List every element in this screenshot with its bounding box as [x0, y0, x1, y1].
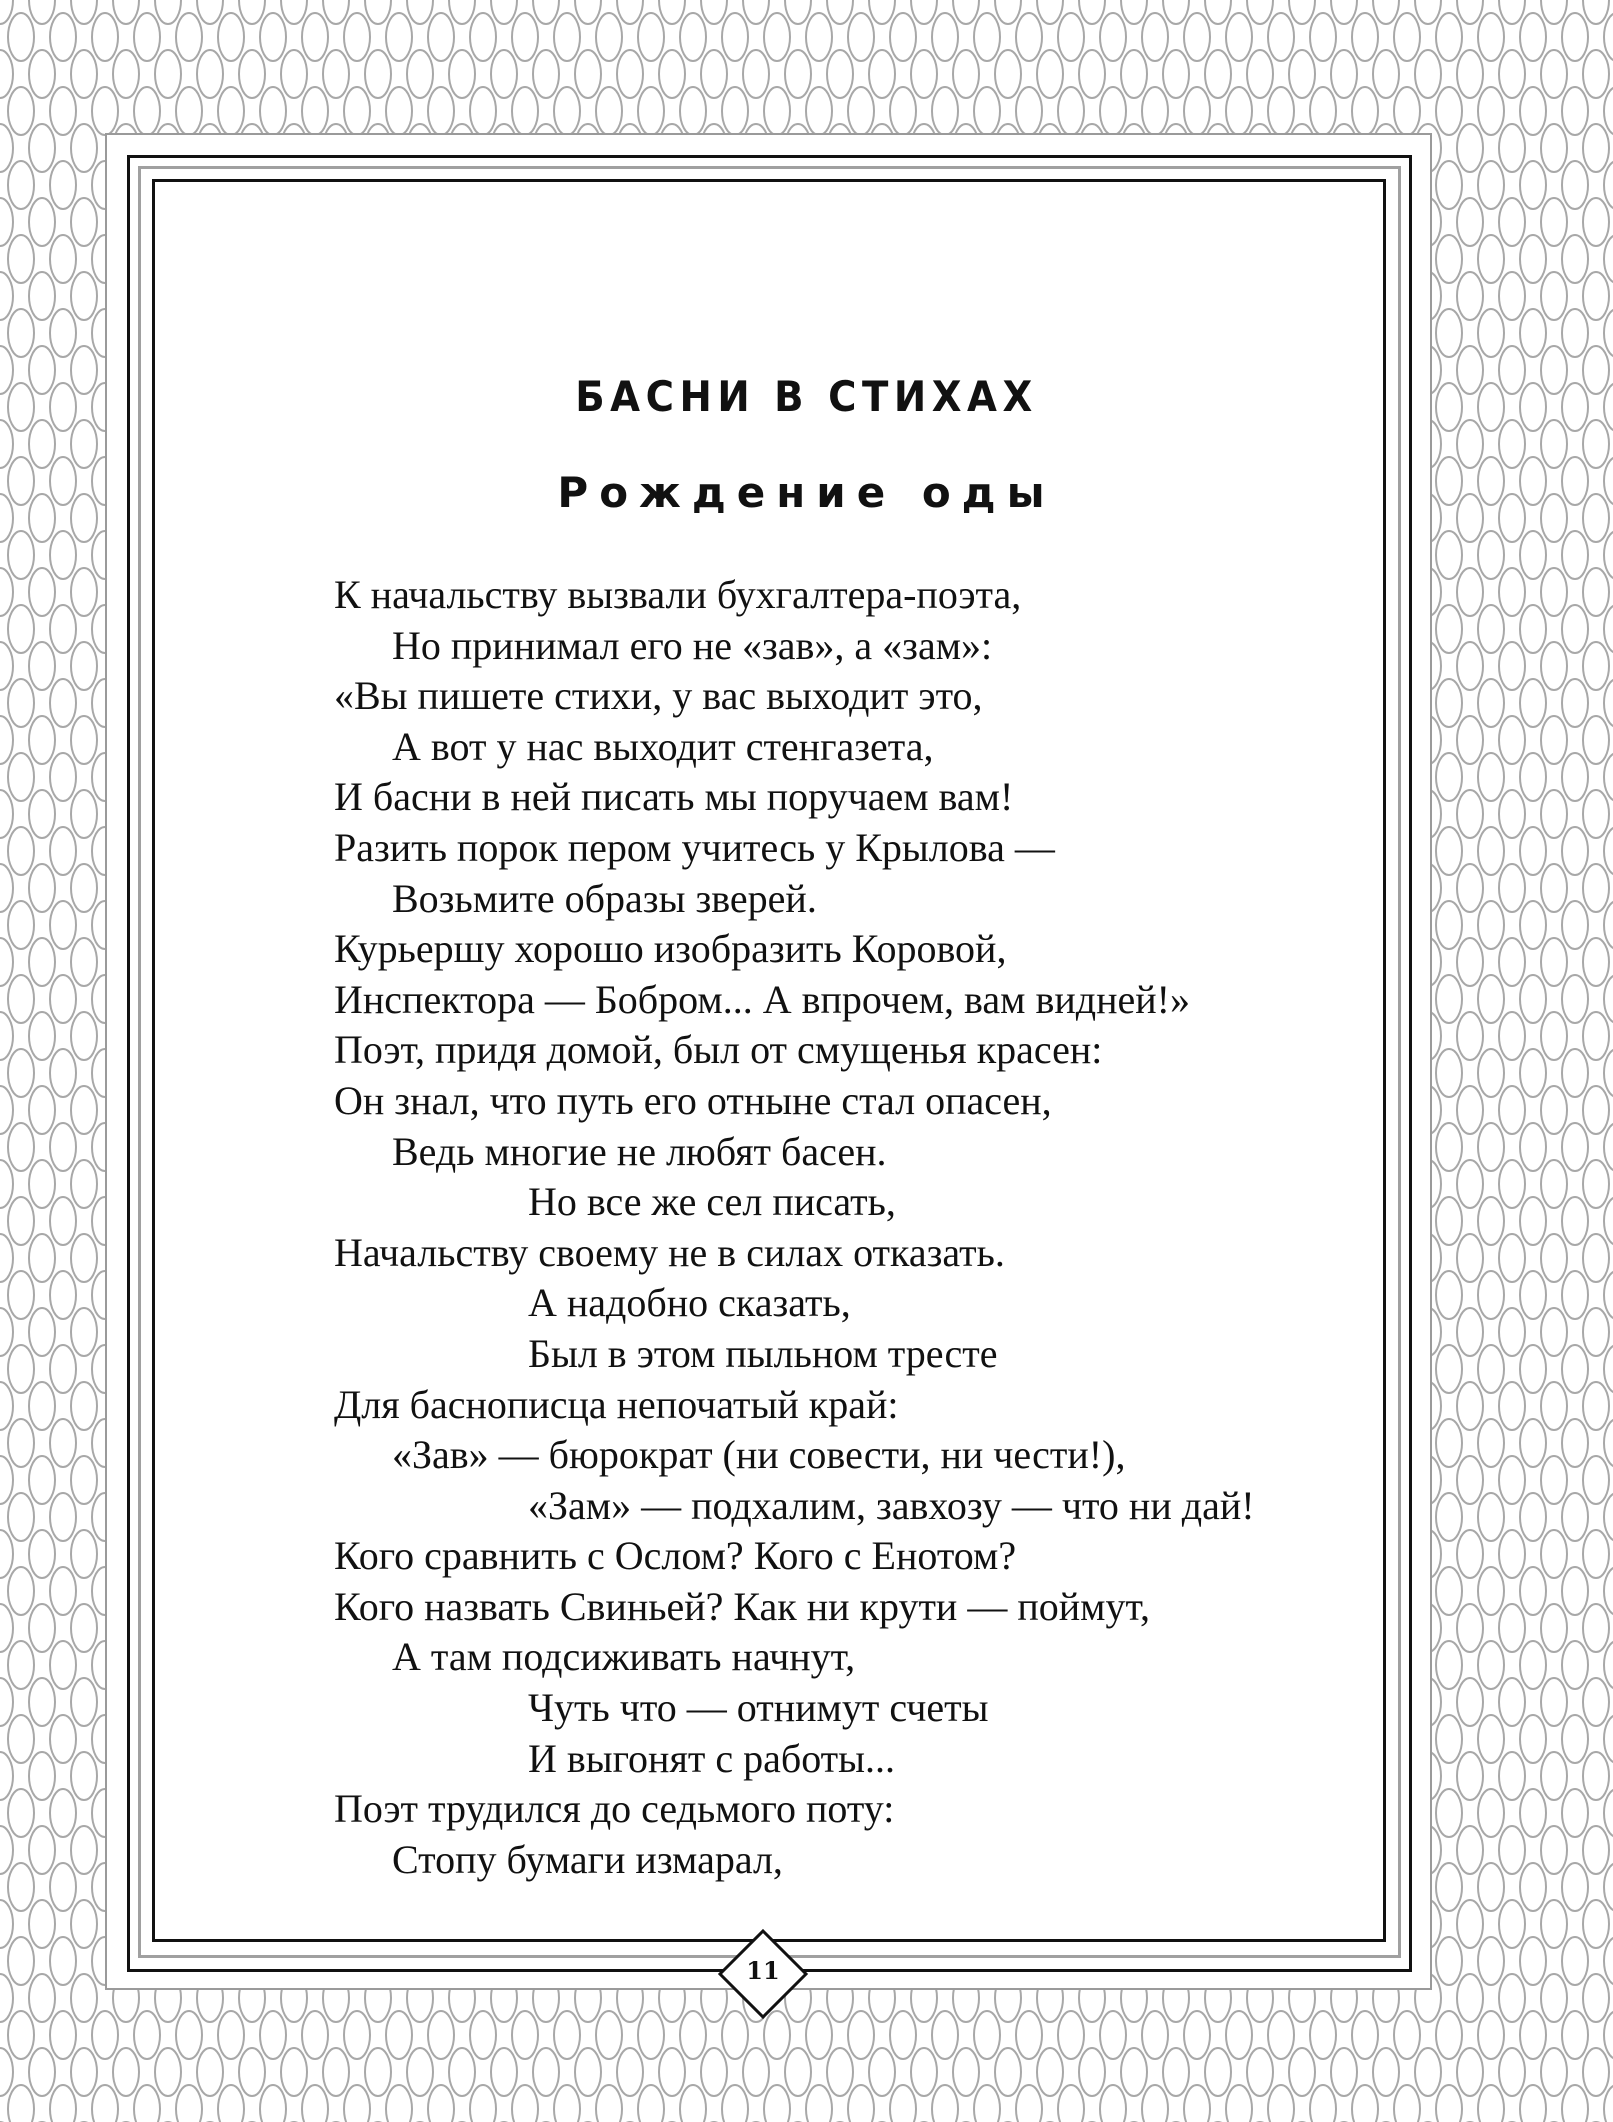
poem-line: А там подсиживать начнут,	[392, 1634, 856, 1680]
poem-line: Но все же сел писать,	[528, 1179, 896, 1225]
poem-line: Разить порок пером учитесь у Крылова —	[334, 824, 1055, 870]
poem-line: «Зам» — подхалим, завхозу — что ни дай!	[528, 1482, 1255, 1528]
poem-line: И выгонят с работы...	[528, 1735, 896, 1781]
poem-line: Кого назвать Свиньей? Как ни крути — поймут,	[334, 1583, 1150, 1629]
poem-title: Рождение оды	[557, 468, 1056, 517]
poem-line: А вот у нас выходит стенгазета,	[392, 723, 934, 769]
poem-line: Чуть что — отнимут счеты	[528, 1685, 989, 1731]
poem-line: Возьмите образы зверей.	[392, 875, 817, 921]
poem-line: Поэт трудился до седьмого поту:	[334, 1786, 895, 1832]
poem-line: Для баснописца непочатый край:	[334, 1381, 899, 1427]
poem-line: А надобно сказать,	[528, 1280, 851, 1326]
poem-line: Он знал, что путь его отныне стал опасен,	[334, 1077, 1052, 1123]
page-number: 11	[746, 1956, 780, 1985]
poem-line: Но принимал его не «зав», а «зам»:	[392, 622, 993, 668]
poem-line: Был в этом пыльном тресте	[528, 1330, 998, 1376]
poem-line: «Вы пишете стихи, у вас выходит это,	[334, 673, 983, 719]
poem-body	[334, 570, 1255, 1885]
poem-line: Инспектора — Бобром... А впрочем, вам видней!»	[334, 976, 1190, 1022]
poem-line: И басни в ней писать мы поручаем вам!	[334, 774, 1014, 820]
poem-line: Ведь многие не любят басен.	[392, 1128, 887, 1174]
poem-line: К начальству вызвали бухгалтера-поэта,	[334, 572, 1022, 617]
poem-line: Поэт, придя домой, был от смущенья красен:	[334, 1027, 1103, 1073]
poem-line: Начальству своему не в силах отказать.	[334, 1229, 1005, 1275]
poem-line: «Зав» — бюрократ (ни совести, ни чести!),	[392, 1432, 1126, 1478]
poem-line: Стопу бумаги измарал,	[392, 1836, 783, 1882]
section-heading: БАСНИ В СТИХАХ	[575, 372, 1038, 421]
poem-line: Кого сравнить с Ослом? Кого с Енотом?	[334, 1533, 1017, 1579]
poem-line: Курьершу хорошо изобразить Коровой,	[334, 926, 1007, 972]
